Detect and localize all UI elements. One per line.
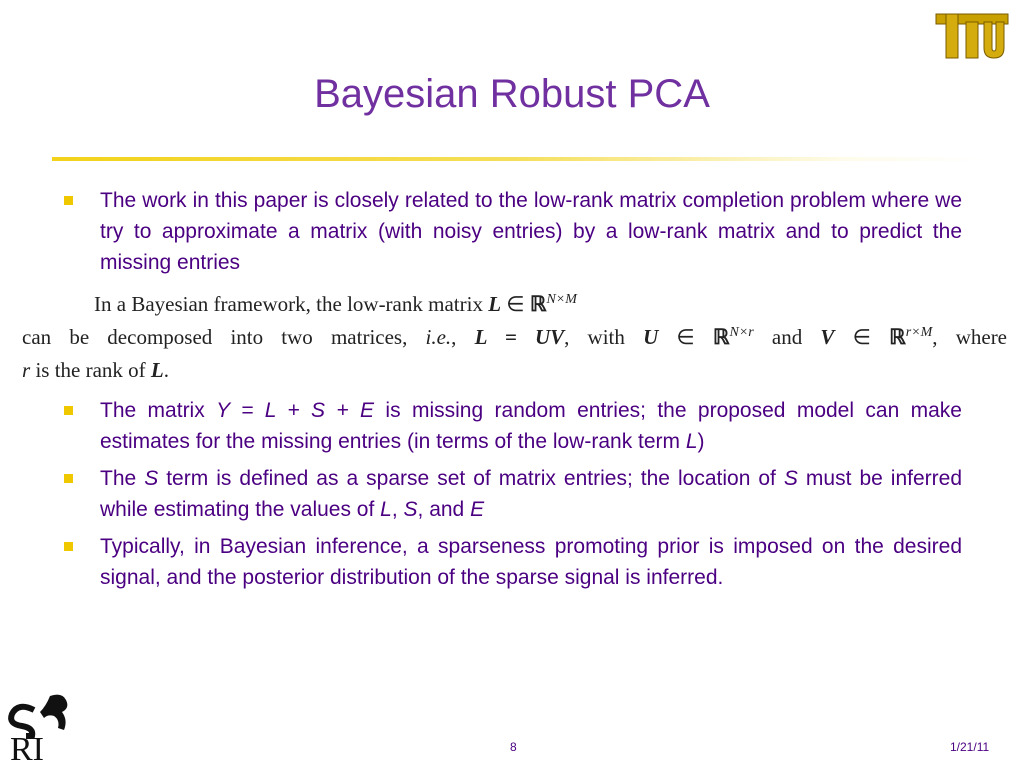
equation-text: can be decomposed into two matrices,	[22, 325, 408, 349]
institute-logo-graphic	[4, 690, 80, 764]
bullet-equation: Y = L + S + E	[216, 399, 375, 422]
institute-logo	[4, 690, 80, 764]
equation-line-2	[22, 321, 1007, 354]
bullet-square-icon	[64, 406, 73, 415]
slide-title: Bayesian Robust PCA	[314, 72, 710, 116]
bullet-symbol-S: S	[144, 467, 159, 490]
bullet-square-icon	[64, 196, 73, 205]
bullet-symbol-E: E	[470, 498, 485, 521]
bullet-item	[52, 185, 962, 278]
bullet-symbol-S: S	[403, 498, 418, 521]
bullet-text: ,	[391, 498, 404, 521]
equation-superscript: r×M	[905, 325, 933, 340]
equation-text: , with	[564, 325, 625, 349]
equation-symbol-R: ℝ	[529, 292, 547, 316]
title-divider	[52, 157, 982, 161]
bullet-text: term is defined as a sparse set of matrix entries; the location of	[158, 467, 784, 490]
university-logo-graphic	[930, 8, 1014, 64]
bullet-item	[52, 463, 962, 525]
bullet-list-top	[52, 185, 962, 284]
equation-symbol-V: V	[820, 325, 835, 349]
equation-text: , where	[932, 325, 1008, 349]
equation-text: is the rank of	[35, 358, 146, 382]
equation-symbol-r: r	[22, 358, 31, 382]
bullet-text: The work in this paper is closely related to the low-rank matrix completion problem where we try to approximate a matrix (with noisy entries) by a low-rank matrix and to predict the missing entries	[100, 189, 962, 274]
bullet-text: , and	[417, 498, 471, 521]
equation-L-eq-UV: L = UV	[474, 325, 565, 349]
institute-logo-label: RI	[10, 731, 44, 764]
bullet-text: Typically, in Bayesian inference, a sparseness promoting prior is imposed on the desired signal, and the posterior distribution of the sparse signal is inferred.	[100, 535, 962, 589]
bullet-text: The matrix	[100, 399, 217, 422]
equation-superscript: N×M	[546, 292, 577, 307]
bullet-square-icon	[64, 542, 73, 551]
university-logo-label: TTU	[972, 63, 974, 64]
equation-symbol-L: L	[488, 292, 502, 316]
bullet-text: must be inferred while estimating the values of	[100, 467, 963, 521]
equation-block	[22, 288, 1007, 387]
bullet-list-bottom	[52, 395, 962, 599]
equation-symbol-L: L	[150, 358, 164, 382]
equation-superscript: N×r	[729, 325, 754, 340]
page-number: 8	[510, 740, 517, 754]
equation-symbol-U: U	[643, 325, 659, 349]
bullet-item	[52, 531, 962, 593]
equation-line-1	[22, 288, 1007, 321]
equation-line-3	[22, 354, 1007, 387]
bullet-symbol-S: S	[783, 467, 798, 490]
equation-comma: ,	[451, 325, 457, 349]
equation-text: and	[771, 325, 803, 349]
equation-period: .	[163, 358, 169, 382]
bullet-symbol-L: L	[685, 430, 698, 453]
bullet-text: )	[697, 430, 705, 453]
bullet-square-icon	[64, 474, 73, 483]
slide-date: 1/21/11	[950, 740, 990, 754]
equation-symbol-R: ℝ	[712, 325, 730, 349]
equation-text: In a Bayesian framework, the low-rank matrix	[94, 292, 483, 316]
bullet-text: The	[100, 467, 145, 490]
bullet-item	[52, 395, 962, 457]
equation-symbol-in: ∈	[852, 325, 871, 349]
equation-symbol-in: ∈	[676, 325, 695, 349]
equation-symbol-R: ℝ	[889, 325, 906, 349]
bullet-symbol-L: L	[380, 498, 392, 521]
bullet-text: is missing random entries; the proposed model can make estimates for the missing entries (in terms of the low-rank term	[100, 399, 962, 453]
equation-ie: i.e.	[425, 325, 452, 349]
university-logo	[930, 8, 1014, 64]
equation-symbol-in: ∈	[506, 292, 525, 316]
